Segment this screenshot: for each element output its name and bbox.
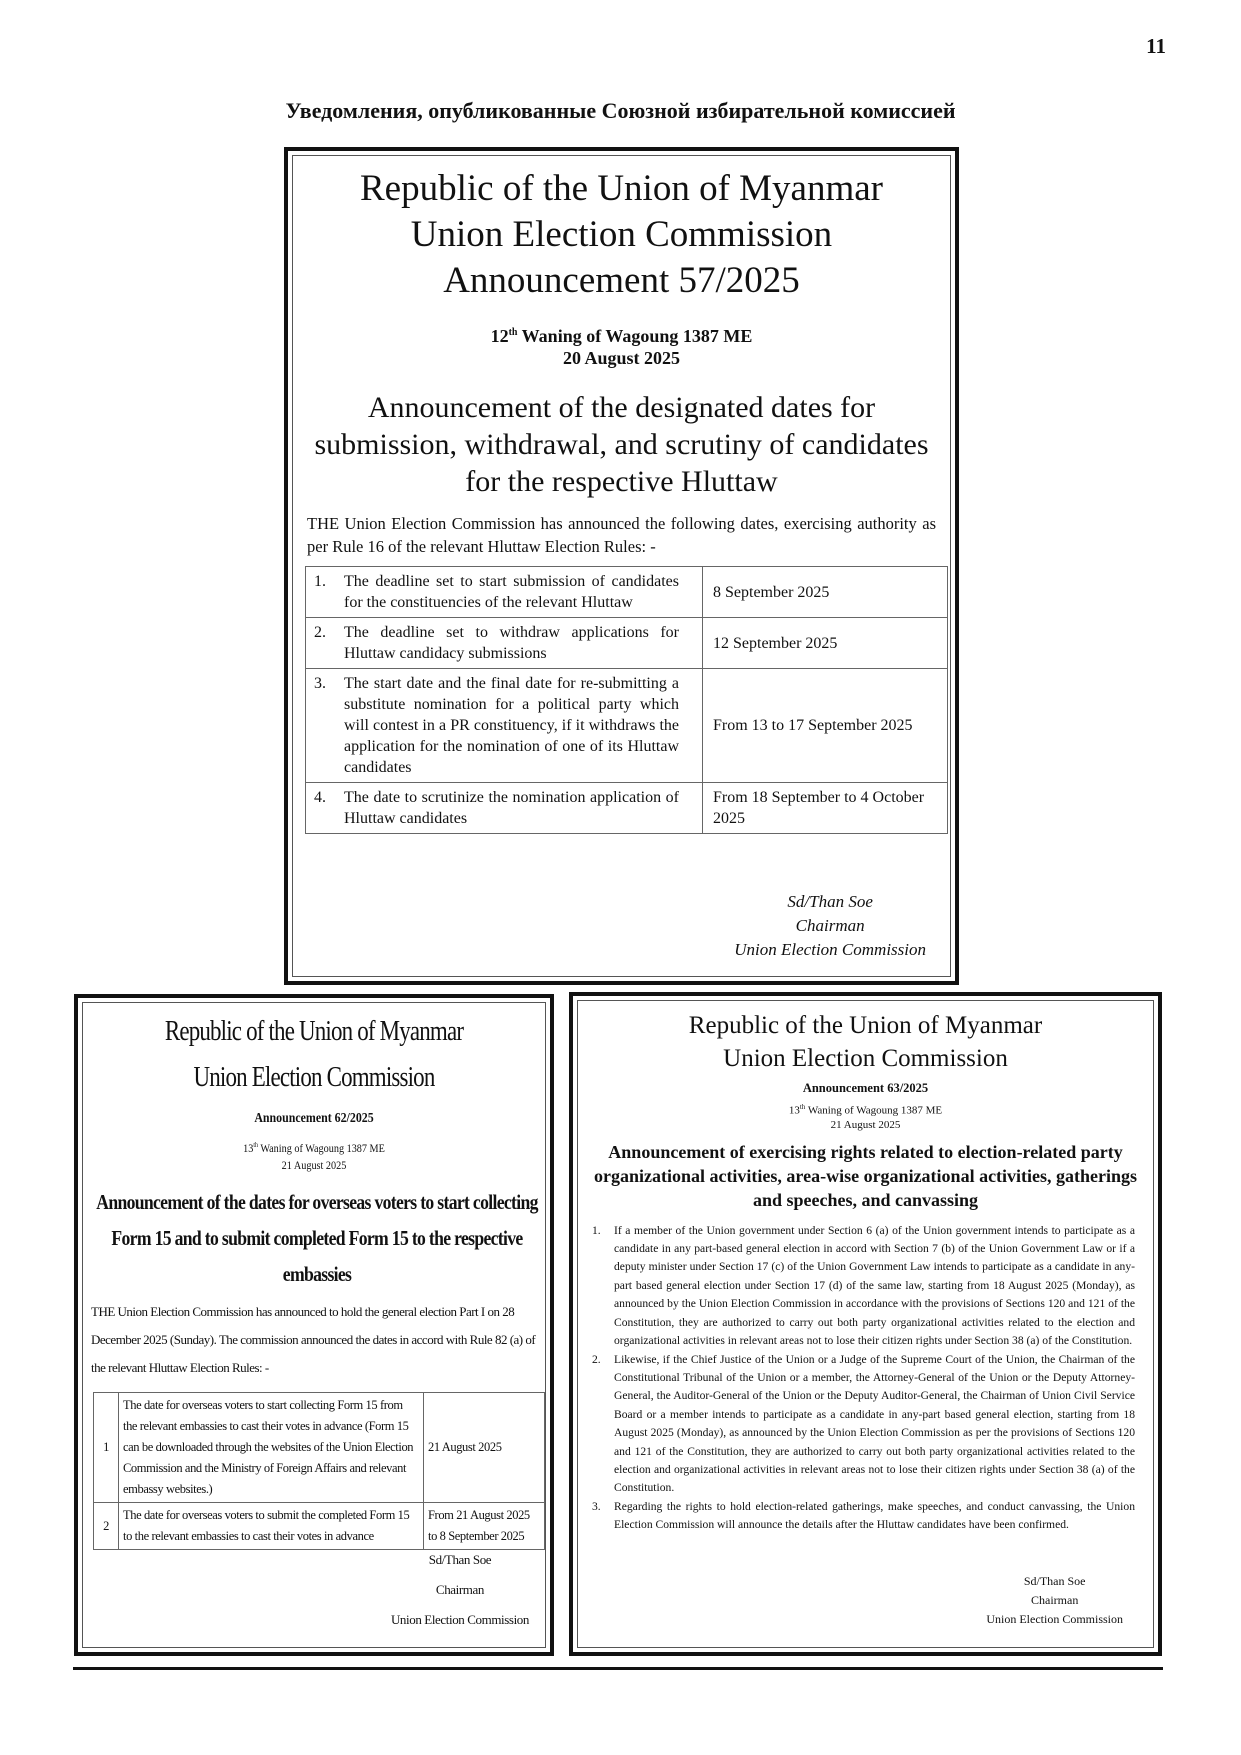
row-description: 2. The deadline set to withdraw applications for Hluttaw candidacy submissions xyxy=(306,618,703,669)
row-description: 3. The start date and the final date for re-submitting a substitute nomination for a political party which will contest in a PR constituency, if it withdraws the application for the nomination of one of its Hluttaw candidates xyxy=(306,669,703,783)
announcement-63-items xyxy=(592,1222,1135,1535)
row-number: 2 xyxy=(94,1503,119,1550)
burmese-date: 13th Waning of Wagoung 1387 ME xyxy=(243,1141,385,1155)
title-line: Union Election Commission xyxy=(193,1062,435,1093)
announcement-62-dateline xyxy=(118,1137,511,1174)
announcement-62-number: Announcement 62/2025 xyxy=(254,1111,374,1126)
gregorian-date: 21 August 2025 xyxy=(281,1158,347,1172)
announcement-57-intro: THE Union Election Commission has announced the following dates, exercising authority as per Rule 16 of the relevant Hluttaw Election Rules: - xyxy=(307,514,936,556)
announcement-57-dates-table xyxy=(305,566,948,834)
table-row xyxy=(306,783,948,834)
title-line: Union Election Commission xyxy=(410,214,833,255)
table-row xyxy=(94,1503,545,1550)
announcement-57-subject: Announcement of the designated dates for submission, withdrawal, and scrutiny of candidates for the respective Hluttaw xyxy=(314,391,929,498)
row-date: From 18 September to 4 October 2025 xyxy=(703,783,948,834)
announcement-62-subject: Announcement of the dates for overseas voters to start collecting Form 15 and to submit completed Form 15 to the respective embassies xyxy=(96,1190,538,1286)
table-row xyxy=(306,618,948,669)
announcement-57-title xyxy=(293,166,950,304)
title-line: Announcement 57/2025 xyxy=(443,260,800,301)
announcement-63-signature: Sd/Than Soe Chairman Union Election Commission xyxy=(986,1574,1123,1626)
announcement-57-box xyxy=(284,147,959,985)
announcement-63-title xyxy=(578,1009,1153,1075)
title-line: Republic of the Union of Myanmar xyxy=(164,1016,464,1047)
list-item: 3. Regarding the rights to hold election-related gatherings, make speeches, and conduct canvassing, the Union Election Commission will announce the details after the Hluttaw candidates have been confirmed. xyxy=(592,1499,1135,1532)
announcement-62-signature: Sd/Than Soe Chairman Union Election Commission xyxy=(390,1552,529,1627)
announcement-63-subject: Announcement of exercising rights related to election-related party organizational activities, area-wise organizational activities, gatherings and speeches, and canvassing xyxy=(593,1141,1138,1210)
page-header: Уведомления, опубликованные Союзной избирательной комиссией xyxy=(285,98,956,123)
row-description: 1. The deadline set to start submission of candidates for the constituencies of the relevant Hluttaw xyxy=(306,567,703,618)
gregorian-date: 20 August 2025 xyxy=(562,348,681,368)
page-number: 11 xyxy=(1146,34,1166,58)
table-row xyxy=(94,1393,545,1503)
list-item: 1. If a member of the Union government under Section 6 (a) of the Union government intends to participate as a candidate in any part-based general election in accord with Section 7 (b) of the Union Government Law or if a deputy minister under Section 17 (c) of the Union Government Law intends to participate as a candidate in any-part based general election under Section 17 (d) of the same law, starting from 18 August 2025 (Monday), as announced by the Union Election Commission in accordance with the provisions of Sections 120 and 121 of the Constitution, they are authorized to carry out both party organizational activities related to the election and organizational activities in relevant areas not to lose their citizen rights under Section 38 (a) of the Constitution. xyxy=(592,1223,1135,1348)
announcement-57-dateline xyxy=(293,322,950,369)
announcement-63-dateline xyxy=(578,1100,1153,1132)
burmese-date: 12th Waning of Wagoung 1387 ME xyxy=(490,326,753,346)
announcement-62-inner xyxy=(82,1002,546,1648)
row-number: 1 xyxy=(94,1393,119,1503)
list-item: 2. Likewise, if the Chief Justice of the Union or a Judge of the Supreme Court of the Union, the Chairman of the Constitutional Tribunal of the Union or a member, the Attorney-General of the Union or the Deputy Attorney-General, the Auditor-General of the Union or the Deputy Auditor-General, the Chairman of Union Civil Service Board or a member intends to participate as a candidate in any-part based general election, starting from 18 August 2025 (Monday), as announced by the Union Election Commission as per the provisions of Sections 120 and 121 of the Constitution, they are authorized to carry out both party organizational activities related to the election and organizational activities in relevant areas not to lose their citizen rights under Section 38 (a) of the Constitution. xyxy=(592,1352,1135,1495)
table-row xyxy=(306,567,948,618)
burmese-date: 13th Waning of Wagoung 1387 ME xyxy=(788,1103,943,1117)
announcement-62-title xyxy=(125,1009,504,1101)
announcement-63-number: Announcement 63/2025 xyxy=(802,1081,929,1095)
announcement-63-box xyxy=(569,992,1162,1656)
row-date: 12 September 2025 xyxy=(703,618,948,669)
row-description: 4. The date to scrutinize the nomination application of Hluttaw candidates xyxy=(306,783,703,834)
row-date: From 13 to 17 September 2025 xyxy=(703,669,948,783)
title-line: Republic of the Union of Myanmar xyxy=(688,1012,1043,1039)
row-description: The date for overseas voters to start collecting Form 15 from the relevant embassies to cast their votes in advance (Form 15 can be downloaded through the websites of the Union Election Commission and the Ministry of Foreign Affairs and relevant embassy websites.) xyxy=(119,1393,424,1503)
row-date: 21 August 2025 xyxy=(424,1393,545,1503)
announcement-57-signature: Sd/Than Soe Chairman Union Election Commission xyxy=(734,892,926,959)
row-date: 8 September 2025 xyxy=(703,567,948,618)
announcement-63-inner xyxy=(577,1000,1154,1648)
announcement-57-inner xyxy=(292,155,951,977)
row-description: The date for overseas voters to submit the completed Form 15 to the relevant embassies to cast their votes in advance xyxy=(119,1503,424,1550)
announcement-62-intro: THE Union Election Commission has announced to hold the general election Part I on 28 December 2025 (Sunday). The commission announced the dates in accord with Rule 82 (a) of the relevant Hluttaw Election Rules: - xyxy=(91,1304,536,1375)
footer-rule xyxy=(73,1667,1163,1670)
gregorian-date: 21 August 2025 xyxy=(830,1118,901,1131)
row-date: From 21 August 2025 to 8 September 2025 xyxy=(424,1503,545,1550)
title-line: Union Election Commission xyxy=(723,1045,1008,1072)
announcement-62-box xyxy=(74,994,554,1656)
table-row xyxy=(306,669,948,783)
title-line: Republic of the Union of Myanmar xyxy=(359,168,884,209)
announcement-62-dates-table xyxy=(93,1392,545,1550)
